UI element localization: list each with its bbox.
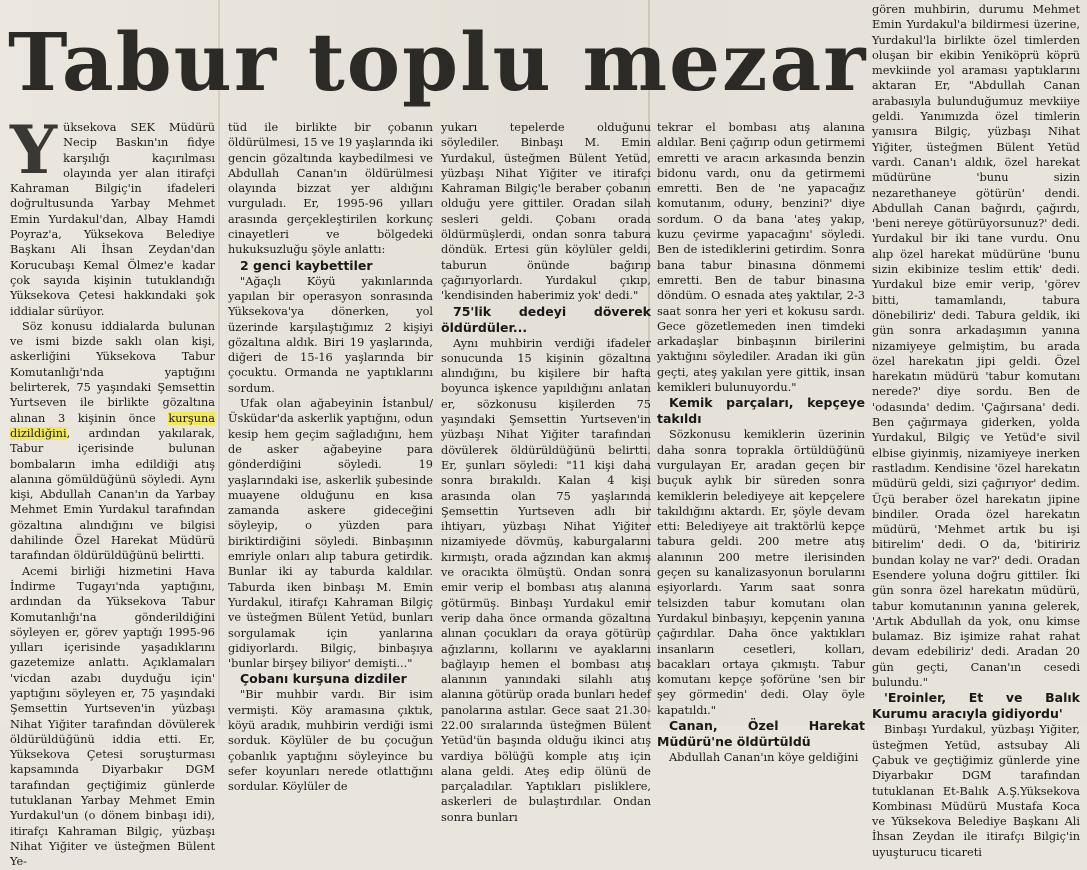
paragraph: Söz konusu iddialarda bulunan ve ismi bizde saklı olan kişi, askerliğini Yüksekova Tabur Komutanlığı'nda yaptığını belirterek, 75 yaşındaki Şemsettin Yurtseven ile birlikte gözaltına alınan 3 kişinin önce kurşuna dizildiğini, ardından yakılarak, Tabur içerisinde bulunan bombaların imha edildiği atış alanına gömüldüğünü söyledi. Aynı kişi, Abdullah Canan'ın da Yarbay Mehmet Emin Yurdakul tarafından gözaltına alındığını ve bilgisi dahilinde Özel Harekat Müdürü tarafından öldürüldüğünü belirtti. xyxy=(10,319,215,563)
subheading: 2 genci kaybettiler xyxy=(240,257,373,273)
paragraph: yukarı tepelerde olduğunu söylediler. Binbaşı M. Emin Yurdakul, üsteğmen Bülent Yetüd, yüzbaşı Nihat Yiğiter ve itirafçı Kahraman Bilgiç'le beraber çobanın olduğu yere gittiler. Oradan silah sesleri geldi. Çobanı orada öldürmüşlerdi, ondan sonra tabura döndük. Ertesi gün köylüler geldi, taburun önünde bağırıp çağırıyorlardı. Yurdakul çıkıp, 'kendisinden haberimiz yok' dedi." xyxy=(441,121,651,303)
paragraph: Aynı muhbirin verdiği ifadeler sonucunda 15 kişinin gözaltına alındığını, bu kişilere bir hafta boyunca işkence yapıldığını anlatan er, sözkonusu kişilerden 75 yaşındaki Şemsettin Yurtseven'in yüzbaşı Nihat Yiğiter tarafından dövülerek öldürüldüğünü belirtti. Er, şunları söyledi: "11 kişi daha sonra bırakıldı. Kalan 4 kişi arasında olan 75 yaşlarında Şemsettin Yurtseven adlı bir ihtiyarı, yüzbaşı Nihat Yiğiter nizamiyede dövmüş, kaburgalarını kırmıştı, orada ağzından kan akmış ve oracıkta ölmüştü. Ondan sonra emir verip el bombası atış alanına götürmüş. Binbaşı Yurdakul emir verip daha önce ormanda gözaltına alınan çocukları da oraya götürüp ağızlarını, kollarını ve ayaklarını bağlayıp hemen el bombası atış alanının yanındaki silahlı atış alanına götürüp orada bunları hedef panolarına astılar. Gece saat 21.30-22.00 sıralarında üsteğmen Bülent Yetüd'ün başında olduğu ikinci atış vardiya bölüğü komple atış için alana geldi. Ateş edip ölünü de parçaladılar. Yaptıkları pisliklere, askerleri de bulaştırdılar. Ondan sonra bunları xyxy=(441,336,651,824)
lead-paragraph: Yüksekova SEK Müdürü Necip Baskın'ın fidye karşılığı kaçırılması olayında yer alan itirafçi Kahraman Bilgiç'in ifadeleri doğrultusunda Yarbay Mehmet Emin Yurdakul'dan, Albay Hamdi Poyraz'a, Yüksekova Belediye Başkanı Ali İhsan Zeydan'dan Korucubaşı Kemal Ölmez'e kadar çok sayıda kişinin tutuklandığı Yüksekova Çetesi hakkındaki şok iddialar sürüyor. xyxy=(10,111,215,318)
subheading: 75'lik dedeyi döverek öldürdüler... xyxy=(441,303,651,335)
highlighted-text: kurşuna dizildiğini xyxy=(10,411,215,440)
paragraph: Sözkonusu kemiklerin üzerinin daha sonra toprakla örtüldüğünü vurgulayan Er, aradan geçen bir buçuk aylık bir süreden sonra kemiklerin belediyeye ait kepçelere takıldığını aktardı. Er, şöyle devam etti: Belediyeye ait traktörlü kepçe tabura geldi. 200 metre atış alanının 200 metre ilerisinden geçen su kanalizasyonun borularını eşiyorlardı. Yarım saat sonra telsizden tabur komutanı olan Yurdakul binbaşıyı, kepçenin yanına çağırdılar. Daha önce yaktıkları insanların cesetleri, kolları, bacakları ortaya çıkmıştı. Tabur komutanı kepçe şoförüne 'sen bir şey görmedin' dedi. Olay öyle kapatıldı." xyxy=(657,428,865,717)
column-1 xyxy=(10,111,215,869)
subheading: Canan, Özel Harekat Müdürü'ne öldürtüldü xyxy=(657,717,865,749)
paragraph: tekrar el bombası atış alanına aldılar. Beni çağırıp odun getirmemi emretti ve aracın arkasında benzin bidonu vardı, onu da getirmemi emretti. Ben de 'ne yapacağız komutanım, oduну, benzini?' diye sordum. O da bana 'ateş yakıp, kuzu çevirme yapacağını' söyledi. Ben de istediklerini getirdim. Sonra bana tabur binasına dönmemi emretti. Ben de tabur binasına döndüm. O esnada ateş yaktılar, 2-3 saat sonra her yeri et kokusu sardı. Gece gözetlemeden inen timdeki arkadaşlar binbaşının birilerini yaktığını söylediler. Aradan iki gün geçti, ateş yakılan yere gittik, insan kemikleri bulunuyordu." xyxy=(657,121,865,395)
subheading: Çobanı kurşuna dizdiler xyxy=(240,671,407,687)
column-3 xyxy=(441,120,651,824)
subheading: 'Eroinler, Et ve Balık Kurumu aracıyla gidiyordu' xyxy=(872,690,1080,722)
paragraph: Binbaşı Yurdakul, yüzbaşı Yiğiter, üsteğmen Yetüd, astsubay Ali Çabuk ve geçtiğimiz günlerde yine Diyarbakır DGM tarafından tutuklanan Et-Balık A.Ş.Yüksekova Kombinası Müdürü Mustafa Koca ve Yüksekova Belediye Başkanı Ali İhsan Zeydan ile itirafçı Bilgiç'in uyuşturucu ticareti xyxy=(872,723,1080,859)
paragraph: gören muhbirin, durumu Mehmet Emin Yurdakul'a bildirmesi üzerine, Yurdakul'la birlikte özel timlerden oluşan bir ekibin Yeniköprü köprü mevkiinde yol araması yaptıklarını aktaran Er, "Abdullah Canan arabasıyla bulunduğumuz mevkiiye geldi. Yanımızda özel timlerin yanısıra Bilgiç, yüzbaşı Nihat Yiğiter, üsteğmen Bülent Yetüd vardı. Canan'ı aldık, özel harekat müdürüne 'bunu sizin nezarethaneye götürün' dendi. Abdullah Canan bağırdı, çağırdı, 'beni nereye götürüyorsunuz?' dedi. Yurdakul bir iki tane vurdu. Onu alıp özel harekat müdürüne 'bunu sizin ekibinize teslim ettik' dedi. Yurdakul bize emir verip, 'görev bitti, tamamlandı, tabura dönebiliriz' dedi. Tabura geldik, iki gün sonra arkadaşımın yanına nizamiyeye gelmiştim, bu arada özel harekatın jipi geldi. Özel harekatın müdürü 'tabur komutanı nerede?' diye sordu. Ben de 'odasında' dedim. 'Çağırsana' dedi. Ben çağırmaya giderken, yolda Yurdakul, Bilgiç ve Yetüd'e sivil elbise giyinmiş, nizamiyeye inerken rastladım. Kendisine 'özel harekatın müdürü geldi, sizi çağırıyor' dedim. Üçü beraber özel harekatın jipine bindiler. Orada özel harekatın müdürü, 'Mehmet artık bu işi bitirelim' dedi. O da, 'bitiririz bundan kolay ne var?' dedi. Oradan Esendere yoluna doğru gittiler. İki gün sonra özel harekatın müdürü, tabur komutanının yanına gelerek, 'Artık Abdullah da yok, onu kimse bulamaz. Biz işimize rahat rahat devam edebiliriz' dedi. Aradan 20 gün geçti, Canan'ın cesedi bulundu." xyxy=(872,3,1080,690)
drop-cap: Y xyxy=(10,111,58,189)
paragraph: Acemi birliği hizmetini Hava İndirme Tugayı'nda yaptığını, ardından da Yüksekova Tabur Komutanlığı'na gönderildiğini söyleyen er, görev yaptığı 1995-96 yılları içerisinde yaşadıklarını gazetemize anlattı. Açıklamaları 'vicdan azabı duyduğu için' yaptığını söyleyen er, 75 yaşındaki Şemsettin Yurtseven'in yüzbaşı Nihat Yiğiter tarafından dövülerek öldürüldüğünü iddia etti. Er, Yüksekova Çetesi soruşturması kapsamında Diyarbakır DGM tarafından geçtiğimiz günlerde tutuklanan Yarbay Mehmet Emin Yurdakul'un (o dönem binbaşı idi), itirafçı Kahraman Bilgiç, yüzbaşı Nihat Yiğiter ve üsteğmen Bülent Ye- xyxy=(10,564,215,869)
paragraph: Ufak olan ağabeyinin İstanbul/Üsküdar'da askerlik yaptığını, odun kesip hem geçim sağladığını, hem de asker ağabeyine para gönderdiğini söyledi. 19 yaşlarındaki ise, askerlik şubesinde muayene olduğunu en kısa zamanda askere gideceğini söyleyip, o yüzden para biriktirdiğini söyledi. Binbaşının emriyle onları alıp tabura getirdik. Bunlar iki ay taburda kaldılar. Taburda iken binbaşı M. Emin Yurdakul, itirafçı Kahraman Bilgiç ve üsteğmen Bülent Yetüd, bunları sorgulamak için yanlarına gidiyorlardı. Bilgiç, binbaşıya 'bunlar birşey biliyor' demişti..." xyxy=(228,397,433,671)
headline: Tabur toplu mezar xyxy=(8,15,868,109)
column-2 xyxy=(228,120,433,794)
subheading: Kemik parçaları, kepçeye takıldı xyxy=(657,395,865,427)
paragraph: "Bir muhbir vardı. Bir isim vermişti. Köy aramasına çıktık, köyü aradık, muhbirin verdiği ismi sorduk. Köylüler de bu çocuğun çobanlık yaptığını söyleyince bu sefer koyunları nerede otlattığını sordular. Köylüler de xyxy=(228,688,433,794)
paragraph: "Ağaçlı Köyü yakınlarında yapılan bir operasyon sonrasında Yüksekova'ya dönerken, yol üzerinde karşılaştığımız 2 kişiyi gözaltına aldık. Biri 19 yaşlarında, diğeri de 15-16 yaşlarında bir çocuktu. Ormanda ne yaptıklarını sordum. xyxy=(228,274,433,395)
column-5 xyxy=(872,2,1080,859)
column-4 xyxy=(657,120,865,764)
paragraph: tüd ile birlikte bir çobanın öldürülmesi, 15 ve 19 yaşlarında iki gencin gözaltında kaybedilmesi ve Abdullah Canan'ın öldürülmesi olayında bizzat yer aldığını vurguladı. Er, 1995-96 yılları arasında gerçekleştirilen korkunç cinayetleri ve bölgedeki hukuksuzluğu şöyle anlattı: xyxy=(228,121,433,257)
paragraph: Abdullah Canan'ın köye geldiğini xyxy=(669,750,859,764)
